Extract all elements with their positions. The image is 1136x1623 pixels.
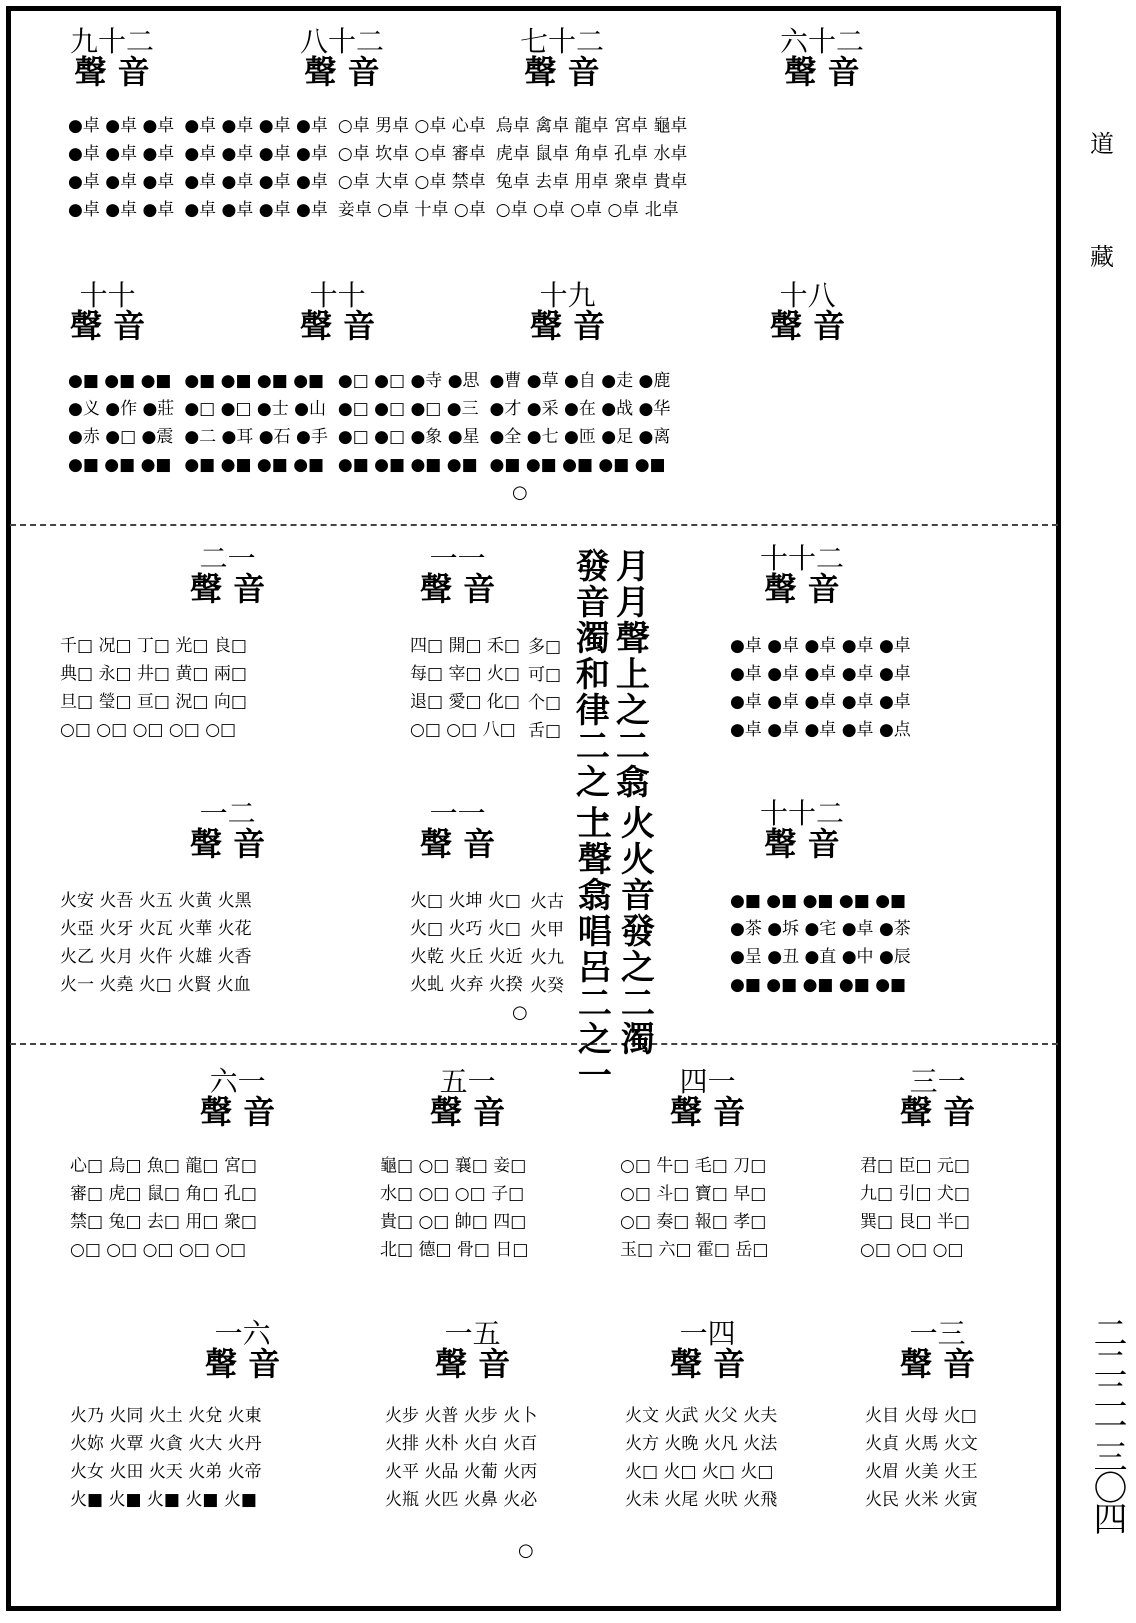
table-cell: ○卓 ○卓 ○卓 ○卓 北卓 <box>495 200 679 220</box>
table-cell: 四□ 開□ 禾□ <box>410 636 520 656</box>
table-sec3 <box>60 635 950 741</box>
table-cell: ●曹 ●草 ●自 ●走 ●鹿 <box>489 371 671 391</box>
table-cell: ●呈 ●丑 ●直 ●中 ●辰 <box>730 947 911 967</box>
table-sec1 <box>68 115 687 221</box>
heading-1-1b: 一一 聲 音 <box>420 797 496 863</box>
table-cell: ●卓 ●卓 ●卓 ●卓 ●卓 <box>730 636 911 656</box>
table-cell: 火□ 火坤 火□ <box>410 891 521 911</box>
heading-8-12: 八十二 聲 音 <box>300 25 385 91</box>
table-cell: ●全 ●七 ●匝 ●足 ●离 <box>489 427 671 447</box>
table-cell: 虎卓 鼠卓 角卓 孔卓 水卓 <box>495 144 688 164</box>
table-cell: 九□ 引□ 犬□ <box>860 1184 970 1204</box>
table-cell: 心□ 烏□ 魚□ 龍□ 宮□ <box>70 1156 257 1176</box>
circle-mark: ○ <box>512 1002 528 1023</box>
table-cell: 火妳 火覃 火貪 火大 火丹 <box>70 1434 262 1454</box>
table-cell: ●卓 ●卓 ●卓 ●卓 <box>184 144 328 164</box>
table-cell: 火■ 火■ 火■ 火■ 火■ <box>70 1490 257 1510</box>
heading-3-1: 三一 聲 音 <box>900 1065 976 1131</box>
table-cell: 火亞 火牙 火瓦 火華 火花 <box>60 919 252 939</box>
page-number: 二二二一三〇四 <box>1087 1315 1127 1532</box>
table-cell: 火方 火晚 火凡 火法 <box>625 1434 778 1454</box>
heading-6-1: 六一 聲 音 <box>200 1065 276 1131</box>
table-cell: 退□ 愛□ 化□ <box>410 692 520 712</box>
table-cell: 火未 火尾 火吠 火飛 <box>625 1490 778 1510</box>
table-cell: 禁□ 兔□ 去□ 用□ 衆□ <box>70 1212 257 1232</box>
table-cell: 火□ 火巧 火□ <box>410 919 521 939</box>
table-cell: ○卓 坎卓 ○卓 審卓 <box>337 144 486 164</box>
table-sec5 <box>70 1155 1020 1261</box>
heading-1-2: 一二 聲 音 <box>190 797 266 863</box>
table-cell: 火乃 火同 火土 火兌 火東 <box>70 1406 262 1426</box>
table-cell: 火貞 火馬 火文 <box>865 1434 978 1454</box>
heading-10-10b: 十十 聲 音 <box>300 279 376 345</box>
table-cell: ●□ ●□ ●□ ●三 <box>337 399 479 419</box>
table-cell: 北□ 德□ 骨□ 日□ <box>380 1240 529 1260</box>
table-cell: 火瓶 火匹 火鼻 火必 <box>385 1490 538 1510</box>
table-cell: ○□ 奏□ 報□ 孝□ <box>620 1212 767 1232</box>
table-sec6 <box>70 1405 1025 1511</box>
table-cell: ●卓 ●卓 ●卓 ●卓 <box>184 200 328 220</box>
table-cell: 烏卓 禽卓 龍卓 宮卓 龜卓 <box>495 116 688 136</box>
table-cell: 火□ 火□ 火□ 火□ <box>625 1462 774 1482</box>
table-cell: ●卓 ●卓 ●卓 <box>68 144 175 164</box>
table-cell: 火虬 火弃 火揆 <box>410 975 523 995</box>
table-cell: ●■ ●■ ●■ ●■ ●■ <box>730 891 907 911</box>
side-label-top: 道 <box>1090 130 1114 158</box>
table-cell: 巽□ 艮□ 半□ <box>860 1212 970 1232</box>
section-title-col2: 發音濁和律二之一 <box>569 548 610 836</box>
section-divider <box>10 524 1058 526</box>
table-cell: ○□ ○□ ○□ <box>860 1240 964 1260</box>
table-cell: 火文 火武 火父 火夫 <box>625 1406 778 1426</box>
table-cell: 玉□ 六□ 霍□ 岳□ <box>620 1240 769 1260</box>
circle-mark: ○ <box>512 482 528 503</box>
table-cell: 火乾 火丘 火近 <box>410 947 523 967</box>
heading-1-5: 一五 聲 音 <box>435 1317 511 1383</box>
table-cell: ●■ ●■ ●■ ●■ ●■ <box>489 455 666 475</box>
table-cell: ●□ ●□ ●象 ●星 <box>337 427 480 447</box>
table-cell: 龜□ ○□ 襄□ 妾□ <box>380 1156 527 1176</box>
table-cell: ●义 ●作 ●莊 <box>68 399 175 419</box>
table-cell: ○□ 牛□ 毛□ 刀□ <box>620 1156 767 1176</box>
heading-9-12: 九十二 聲 音 <box>70 25 155 91</box>
table-cell: 火民 火米 火寅 <box>865 1490 978 1510</box>
table-cell: ○□ ○□ ○□ ○□ ○□ <box>60 720 237 740</box>
table-cell: 火乙 火月 火仵 火雄 火香 <box>60 947 252 967</box>
table-cell: ○□ 斗□ 寶□ 早□ <box>620 1184 767 1204</box>
section-title-col2: 上聲翕唱呂二之一 <box>571 805 612 1093</box>
section-title-col1: 月月聲上之二翕 <box>609 548 650 800</box>
heading-1-3: 一三 聲 音 <box>900 1317 976 1383</box>
table-cell: 火一 火堯 火□ 火賢 火血 <box>60 975 251 995</box>
table-cell: 君□ 臣□ 元□ <box>860 1156 970 1176</box>
table-cell: 千□ 况□ 丁□ 光□ 良□ <box>60 636 247 656</box>
heading-9-10: 十九 聲 音 <box>530 279 606 345</box>
table-cell: ○卓 大卓 ○卓 禁卓 <box>337 172 486 192</box>
heading-1-6: 一六 聲 音 <box>205 1317 281 1383</box>
table-cell: ●茶 ●坼 ●宅 ●卓 ●茶 <box>730 919 911 939</box>
side-label-mid: 藏 <box>1090 243 1114 271</box>
circle-mark: ○ <box>518 1540 534 1561</box>
table-cell: ●■ ●■ ●■ <box>68 455 172 475</box>
table-cell: 典□ 永□ 井□ 黄□ 兩□ <box>60 664 247 684</box>
table-cell: ●■ ●■ ●■ ●■ ●■ <box>730 975 907 995</box>
table-cell: ○卓 男卓 ○卓 心卓 <box>337 116 486 136</box>
section-divider <box>10 1043 1058 1045</box>
table-cell: 火步 火普 火步 火卜 <box>385 1406 538 1426</box>
heading-10-10: 十十 聲 音 <box>70 279 146 345</box>
table-cell: 火排 火朴 火白 火百 <box>385 1434 538 1454</box>
heading-6-12: 六十二 聲 音 <box>780 25 865 91</box>
table-cell: ●才 ●采 ●在 ●战 ●华 <box>489 399 671 419</box>
heading-10-12: 十十二 聲 音 <box>760 542 845 608</box>
table-cell: ●■ ●■ ●■ ●■ <box>184 371 325 391</box>
table-cell: ●卓 ●卓 ●卓 <box>68 200 175 220</box>
table-cell: 火目 火母 火□ <box>865 1406 977 1426</box>
heading-2-1: 二一 聲 音 <box>190 542 266 608</box>
small-column: 多□ 可□ 个□ 舌□ <box>528 637 562 741</box>
table-cell: 火眉 火美 火王 <box>865 1462 978 1482</box>
table-cell: 火安 火吾 火五 火黄 火黑 <box>60 891 252 911</box>
table-cell: 水□ ○□ ○□ 子□ <box>380 1184 525 1204</box>
table-cell: ●卓 ●卓 ●卓 <box>68 116 175 136</box>
table-cell: 審□ 虎□ 鼠□ 角□ 孔□ <box>70 1184 257 1204</box>
heading-8-10: 十八 聲 音 <box>770 279 846 345</box>
table-cell: 火平 火品 火葡 火丙 <box>385 1462 538 1482</box>
table-cell: ●卓 ●卓 ●卓 ●卓 ●卓 <box>730 692 911 712</box>
heading-1-1: 一一 聲 音 <box>420 542 496 608</box>
heading-7-12: 七十二 聲 音 <box>520 25 605 91</box>
table-cell: ●二 ●耳 ●石 ●手 <box>184 427 328 447</box>
table-cell: ●卓 ●卓 ●卓 <box>68 172 175 192</box>
table-cell: ●■ ●■ ●■ <box>68 371 172 391</box>
table-cell: 貴□ ○□ 帥□ 四□ <box>380 1212 527 1232</box>
table-cell: ●□ ●□ ●士 ●山 <box>184 399 326 419</box>
table-cell: ●卓 ●卓 ●卓 ●卓 <box>184 172 328 192</box>
table-cell: ●卓 ●卓 ●卓 ●卓 <box>184 116 328 136</box>
heading-10-12b: 十十二 聲 音 <box>760 797 845 863</box>
heading-1-4: 一四 聲 音 <box>670 1317 746 1383</box>
heading-5-1: 五一 聲 音 <box>430 1065 506 1131</box>
table-cell: ●卓 ●卓 ●卓 ●卓 ●点 <box>730 720 911 740</box>
table-cell: 兔卓 去卓 用卓 衆卓 貴卓 <box>495 172 688 192</box>
small-column: 火古 火甲 火九 火癸 <box>530 892 564 996</box>
table-cell: ○□ ○□ ○□ ○□ ○□ <box>70 1240 247 1260</box>
table-sec2 <box>68 370 670 476</box>
table-cell: ●卓 ●卓 ●卓 ●卓 ●卓 <box>730 664 911 684</box>
table-sec4 <box>60 890 950 996</box>
table-cell: 每□ 宰□ 火□ <box>410 664 520 684</box>
table-cell: ●■ ●■ ●■ ●■ <box>337 455 478 475</box>
table-cell: ●■ ●■ ●■ ●■ <box>184 455 325 475</box>
table-cell: ○□ ○□ 八□ <box>410 720 516 740</box>
heading-4-1: 四一 聲 音 <box>670 1065 746 1131</box>
table-cell: 火女 火田 火天 火弟 火帝 <box>70 1462 262 1482</box>
table-cell: 妾卓 ○卓 十卓 ○卓 <box>337 200 486 220</box>
table-cell: ●□ ●□ ●寺 ●思 <box>337 371 480 391</box>
table-cell: 旦□ 瑩□ 亘□ 況□ 向□ <box>60 692 247 712</box>
section-title-col1: 火火音發之二濁 <box>614 805 655 1057</box>
table-cell: ●赤 ●□ ●震 <box>68 427 174 447</box>
